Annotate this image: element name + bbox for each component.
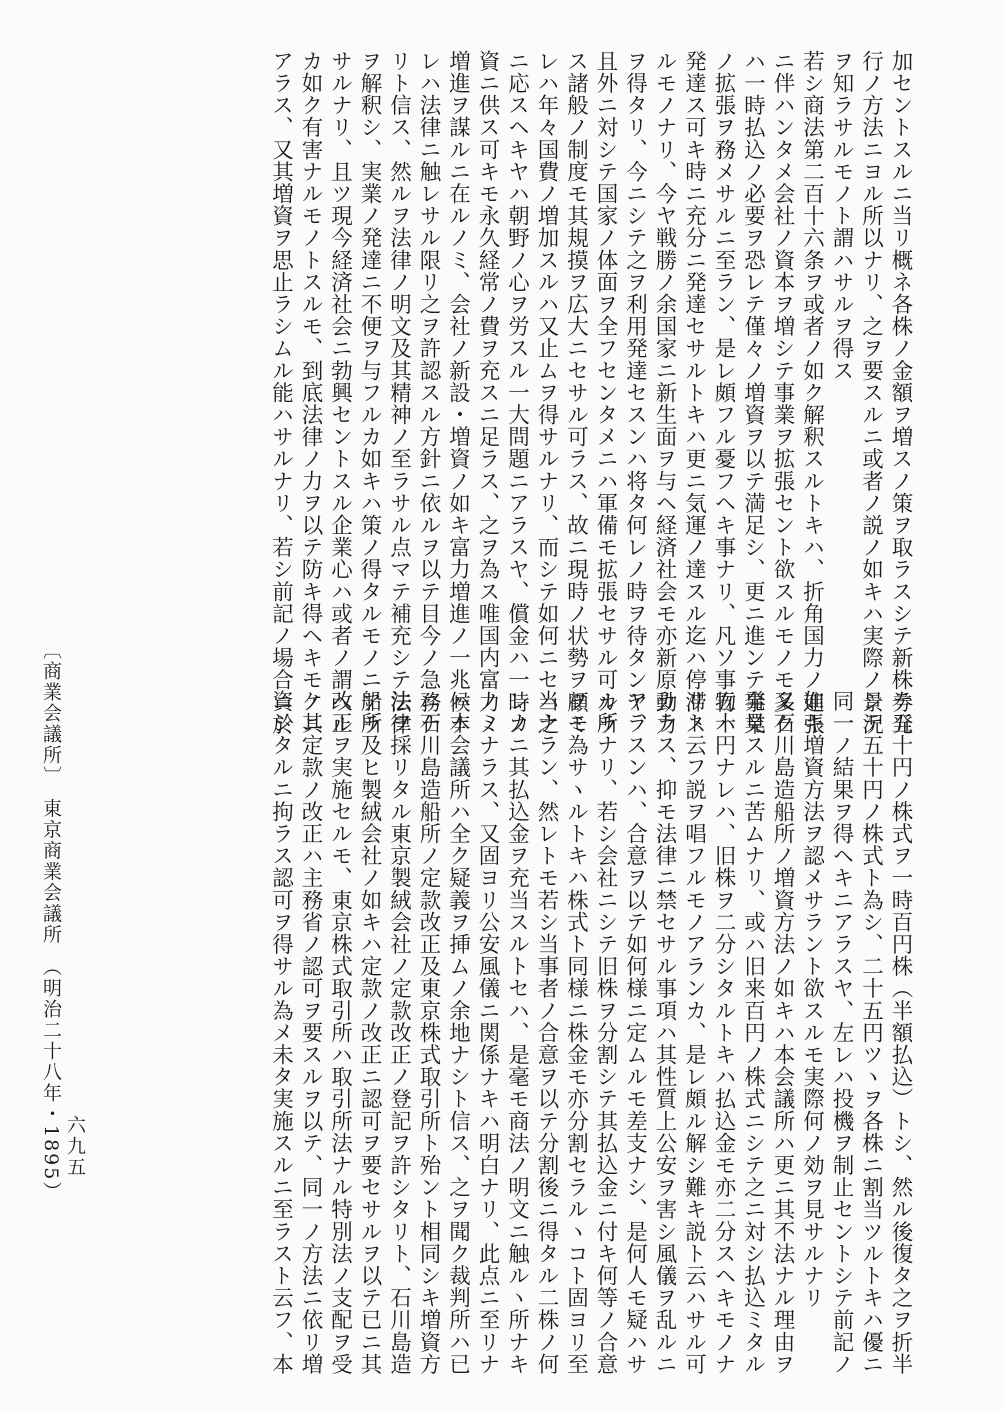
text-column: レハ法律ニ触レサル限リ之ヲ許認スル方針ニ依ルヲ以テ目今ノ急務ナ: [416, 50, 441, 736]
text-column: ケ其定款ノ改正ハ主務省ノ認可ヲ要スルヲ以テ、同一ノ方法ニ依リ増: [298, 690, 323, 1376]
text-column: アラスンハ、合意ヲ以テ如何様ニ定ムルモ差支ナシ、是何人モ疑ハサ: [622, 690, 648, 1376]
text-column: ル所ナリ、若シ会社ニシテ旧株ヲ分割シテ其払込金ニ付キ何等ノ合意: [593, 690, 618, 1376]
upper-text-block: [266, 50, 915, 736]
text-column: レハ年々国費ノ増加スルハ又止ムヲ得サルナリ、而シテ如何ニセハ之: [534, 50, 559, 736]
text-column: ノ拡張ヲ務メサルニ至ラン、是レ頗フル憂フヘキ事ナリ、凡ソ事物ハ: [711, 50, 736, 736]
text-column: アラス、又其増資ヲ思止ラシムル能ハサルナリ、若シ前記ノ場合ニ於: [268, 50, 294, 736]
text-column: カ如ク有害ナルモノトスルモ、到底法律ノ力ヲ以テ防キ得ヘキモノニ: [298, 50, 323, 736]
text-column: レカニ其払込金ヲ充当スルトセハ、是毫モ商法ノ明文ニ触ルヽ所ナキ: [504, 690, 530, 1376]
text-column: ス諸般ノ制度モ其規摸ヲ広大ニセサル可ラス、故ニ現時ノ状勢ヲ顧ミ: [563, 50, 589, 736]
text-column: 増進ヲ謀ルニ在ルノミ、会社ノ新設・増資ノ如キ富力増進ノ一兆候ナ: [445, 50, 471, 736]
lower-text-block: [266, 690, 915, 1376]
text-column: 若シ商法第二百十六条ヲ或者ノ如ク解釈スルトキハ、折角国力ノ進張: [799, 50, 825, 736]
page-number: 六九五: [64, 1115, 86, 1178]
text-column: 同一ノ結果ヲ得ヘキニアラスヤ、左レハ投機ヲ制止セントシテ前記ノ: [829, 690, 854, 1376]
text-column: ニ石川島造船所ノ定款改正及東京株式取引所ト殆ント相同シキ増資方: [416, 690, 441, 1376]
text-column: シテ五十円ノ株式ト為シ、二十五円ツヽヲ各株ニ割当ツルトキハ優ニ: [858, 690, 884, 1376]
text-column: 法ヲ採リタル東京製絨会社ノ定款改正ノ登記ヲ許シタリト、石川島造: [386, 690, 412, 1376]
text-column: ノミナラス、又固ヨリ公安風儀ニ関係ナキハ明白ナリ、此点ニ至リナ: [475, 690, 500, 1376]
text-column: 資ニ供ス可キモ永久経常ノ費ヲ充スニ足ラス、之ヲ為ス唯国内富力ノ: [475, 50, 500, 736]
text-column: 又石川島造船所ノ増資方法ノ如キハ本会議所ハ更ニ其不法ナル理由ヲ: [770, 690, 795, 1376]
text-column: 船所及ヒ製絨会社ノ如キハ定款ノ改正ニ認可ヲ要セサルヲ以テ已ニ其: [357, 690, 382, 1376]
text-column: 改正ヲ実施セルモ、東京株式取引所ハ取引所法ナル特別法ノ支配ヲ受: [327, 690, 353, 1376]
text-column: 当ナラン、然レトモ若シ当事者ノ合意ヲ以テ分割後ニ得タル二株ノ何: [534, 690, 559, 1376]
text-column: ヲモ為サヽルトキハ株式ト同様ニ株金モ亦分割セラルヽコト固ヨリ至: [563, 690, 589, 1376]
text-column: リト信ス、然ルヲ法律ノ明文及其精神ノ至ラサル点マテ補充シテ法律: [386, 50, 412, 736]
text-column: 加セントスルニ当リ概ネ各株ノ金額ヲ増スノ策ヲ取ラスシテ新株券発: [888, 50, 913, 736]
text-column: テ五十円ノ株式ヲ一時百円株（半額払込）トシ、然ル後復タ之ヲ折半: [888, 690, 913, 1376]
text-column: サルナリ、且ツ現今経済社会ニ勃興セントスル企業心ハ或者ノ謂ヘル: [327, 50, 353, 736]
text-column: ハ一時払込ノ必要ヲ恐レテ僅々ノ増資ヲ以テ満足シ、更ニ進ンテ事業: [740, 50, 766, 736]
text-column: ニ応スヘキヤハ朝野ノ心ヲ労スル一大問題ニアラスヤ、償金ハ一時ノ: [504, 50, 530, 736]
text-column: カラス、抑モ法律ニ禁セサル事項ハ其性質上公安ヲ害シ風儀ヲ乱ルニ: [652, 690, 677, 1376]
text-column: ヲ知ラサルモノト謂ハサルヲ得ス: [829, 50, 854, 382]
text-column: ヲ解釈シ、実業ノ発達ニ不便ヲ与フルカ如キハ策ノ得タルモノニアラ: [357, 50, 382, 736]
text-column: 資シタルニ拘ラス認可ヲ得サル為メ未タ実施スルニ至ラスト云フ、本: [268, 690, 294, 1376]
text-column: ニ伴ハンタメ会社ノ資本ヲ増シテ事業ヲ拡張セント欲スルモノモ多ク: [770, 50, 795, 736]
text-column: 行ノ方法ニヨル所以ナリ、之ヲ要スルニ或者ノ説ノ如キハ実際ノ景況: [858, 50, 884, 736]
text-column: 五十円ナレハ、旧株ヲ二分シタルトキハ払込金モ亦二分スヘキモノナ: [711, 690, 736, 1376]
text-column: ヲ得タリ、今ニシテ之ヲ利用発達セスンハ将タ何レノ時ヲ待タンヤ、: [622, 50, 648, 736]
source-citation: 〔商業会議所〕 東京商業会議所 （明治二十八年・1895）: [40, 640, 62, 1203]
text-column: ルモノナリ、今ヤ戦勝ノ余国家ニ新生面ヲ与ヘ経済社会モ亦新原動力: [652, 50, 677, 736]
text-column: 如キ増資方法ヲ認メサラント欲スルモ実際何ノ効ヲ見サルナリ: [799, 690, 825, 1309]
text-column: 発見スルニ苦ムナリ、或ハ旧来百円ノ株式ニシテ之ニ対シ払込ミタル: [740, 690, 766, 1376]
text-column: ハ本会議所ハ全ク疑義ヲ挿ムノ余地ナシト信ス、之ヲ聞ク裁判所ハ已: [445, 690, 471, 1376]
text-column: 発達ス可キ時ニ充分ニ発達セサルトキハ更ニ気運ノ達スル迄ハ停滞ス: [681, 50, 707, 736]
text-column: 且外ニ対シテ国家ノ体面ヲ全フセンタメニハ軍備モ拡張セサル可カラ: [593, 50, 618, 736]
text-column: リト云フ説ヲ唱フルモノアランカ、是レ頗ル解シ難キ説ト云ハサル可: [681, 690, 707, 1376]
